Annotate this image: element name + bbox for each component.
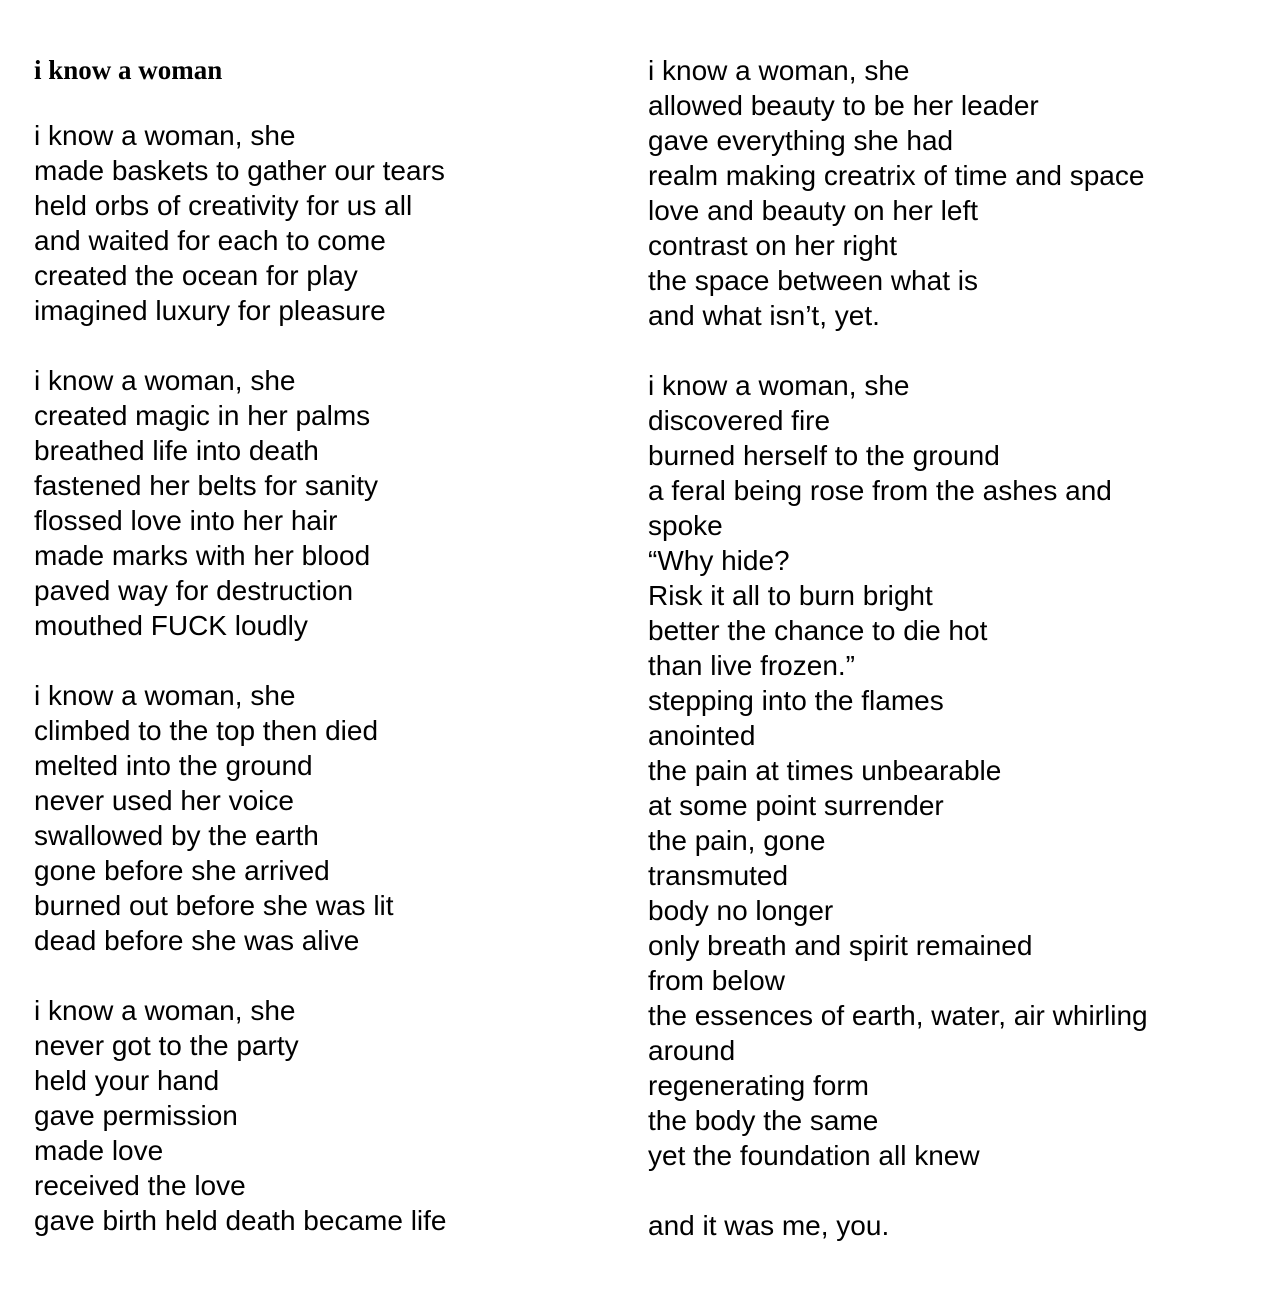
- stanza: [34, 678, 614, 958]
- left-stanzas: [34, 118, 614, 1238]
- poem-line: “Why hide?: [648, 545, 790, 576]
- stanza: [34, 993, 614, 1238]
- poem-line: gave everything she had: [648, 125, 954, 156]
- poem-line: from below: [648, 965, 785, 996]
- poem-line: received the love: [34, 1170, 246, 1201]
- poem-line: the pain, gone: [648, 825, 826, 856]
- stanza: [648, 1208, 1238, 1243]
- poem-line: a feral being rose from the ashes and: [648, 475, 1112, 506]
- stanza: [648, 368, 1238, 1173]
- poem-line: held your hand: [34, 1065, 220, 1096]
- poem-line: realm making creatrix of time and space: [648, 160, 1145, 191]
- poem-line: fastened her belts for sanity: [34, 470, 378, 501]
- poem-line: discovered fire: [648, 405, 831, 436]
- poem-line: never got to the party: [34, 1030, 299, 1061]
- poem-line: burned out before she was lit: [34, 890, 394, 921]
- poem-line: spoke: [648, 510, 723, 541]
- poem-line: the space between what is: [648, 265, 978, 296]
- stanza: [34, 118, 614, 328]
- poem-line: regenerating form: [648, 1070, 870, 1101]
- poem-line: anointed: [648, 720, 756, 751]
- poem-line: i know a woman, she: [34, 120, 296, 151]
- poem-line: melted into the ground: [34, 750, 313, 781]
- poem-line: mouthed FUCK loudly: [34, 610, 308, 641]
- poem-line: never used her voice: [34, 785, 294, 816]
- poem-line: made marks with her blood: [34, 540, 371, 571]
- poem-line: dead before she was alive: [34, 925, 360, 956]
- poem-line: gave permission: [34, 1100, 238, 1131]
- poem-line: only breath and spirit remained: [648, 930, 1033, 961]
- stanza: [648, 53, 1238, 333]
- poem-line: yet the foundation all knew: [648, 1140, 980, 1171]
- poem-line: i know a woman, she: [34, 365, 296, 396]
- stanza: [34, 363, 614, 643]
- poem-line: body no longer: [648, 895, 834, 926]
- poem-line: love and beauty on her left: [648, 195, 979, 226]
- poem-line: Risk it all to burn bright: [648, 580, 933, 611]
- poem-line: made love: [34, 1135, 164, 1166]
- poem-line: i know a woman, she: [648, 370, 910, 401]
- poem-line: breathed life into death: [34, 435, 319, 466]
- poem-line: held orbs of creativity for us all: [34, 190, 413, 221]
- poem-line: better the chance to die hot: [648, 615, 988, 646]
- poem-line: created the ocean for play: [34, 260, 358, 291]
- poem-line: imagined luxury for pleasure: [34, 295, 386, 326]
- poem-line: the body the same: [648, 1105, 879, 1136]
- poem-line: transmuted: [648, 860, 789, 891]
- poem-line: i know a woman, she: [34, 995, 296, 1026]
- poem-line: gave birth held death became life: [34, 1205, 447, 1236]
- poem-line: paved way for destruction: [34, 575, 354, 606]
- left-column: [34, 53, 614, 1238]
- right-column: [648, 53, 1238, 1243]
- poem-line: allowed beauty to be her leader: [648, 90, 1039, 121]
- poem-line: than live frozen.”: [648, 650, 855, 681]
- poem-line: i know a woman, she: [34, 680, 296, 711]
- poem-line: stepping into the flames: [648, 685, 944, 716]
- poem-line: around: [648, 1035, 736, 1066]
- poem-line: and what isn’t, yet.: [648, 300, 880, 331]
- poem-line: created magic in her palms: [34, 400, 371, 431]
- poem-line: flossed love into her hair: [34, 505, 338, 536]
- poem-line: gone before she arrived: [34, 855, 330, 886]
- right-stanzas: [648, 53, 1238, 1243]
- poem-line: burned herself to the ground: [648, 440, 1000, 471]
- poem-line: swallowed by the earth: [34, 820, 319, 851]
- poem-line: climbed to the top then died: [34, 715, 379, 746]
- poem-line: at some point surrender: [648, 790, 944, 821]
- poem-line: the essences of earth, water, air whirling: [648, 1000, 1148, 1031]
- poem-line: made baskets to gather our tears: [34, 155, 445, 186]
- poem-line: and waited for each to come: [34, 225, 386, 256]
- poem-line: i know a woman, she: [648, 55, 910, 86]
- poem-title: i know a woman: [34, 55, 223, 85]
- poem-line: contrast on her right: [648, 230, 898, 261]
- poem-line: and it was me, you.: [648, 1210, 890, 1241]
- poem-line: the pain at times unbearable: [648, 755, 1002, 786]
